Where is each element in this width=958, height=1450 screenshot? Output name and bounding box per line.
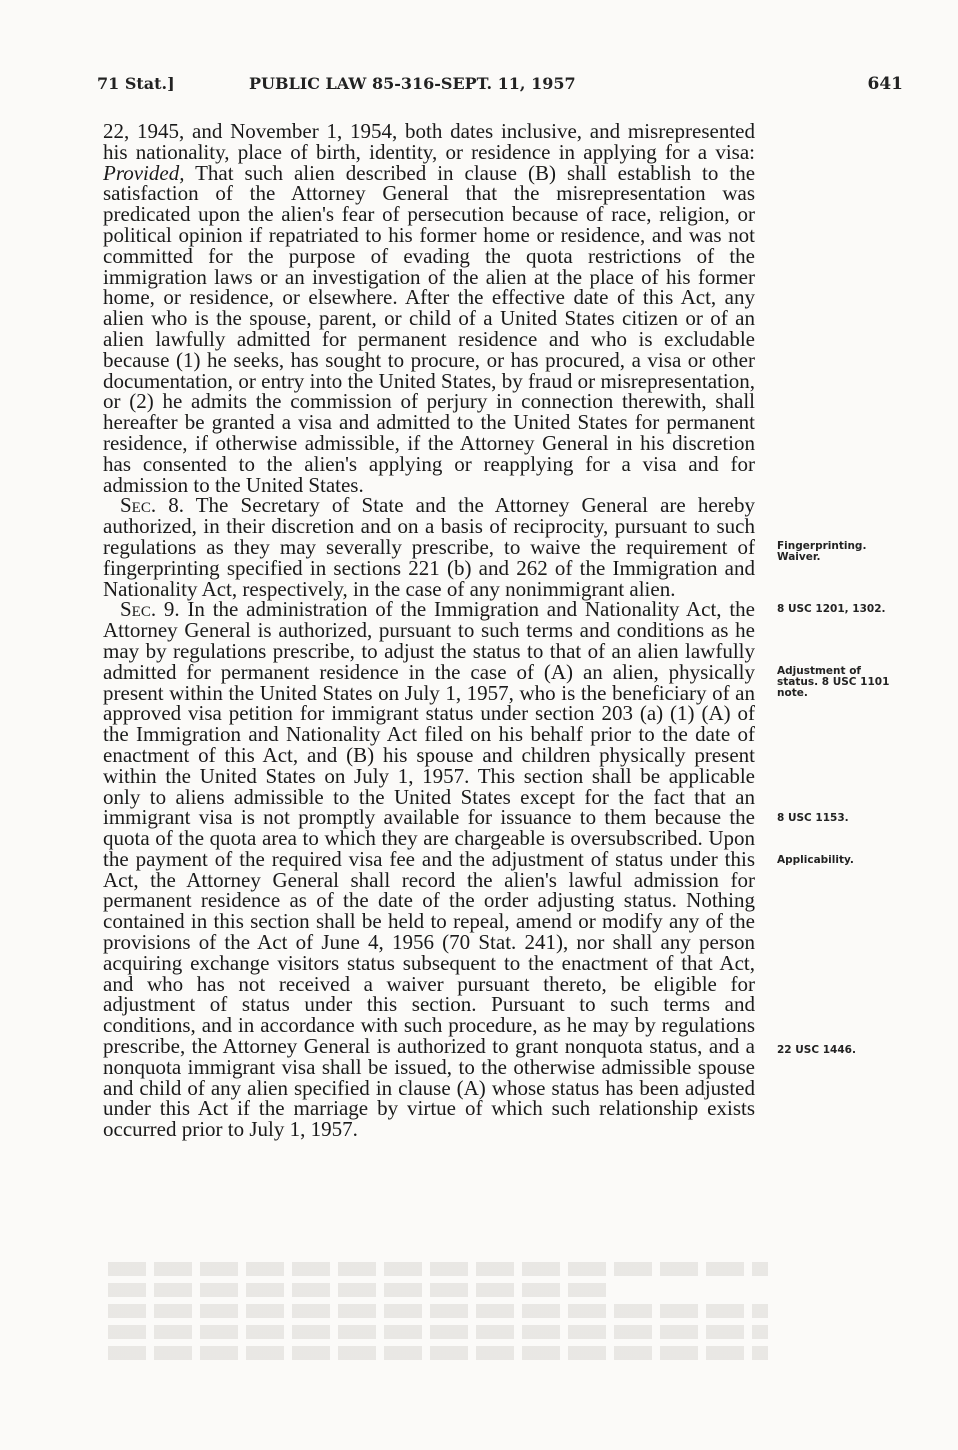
margin-note-citation: 8 USC 1153. bbox=[777, 812, 849, 824]
margin-note-applicability: Applicability. bbox=[777, 854, 854, 866]
margin-note-adjustment: Adjustment of status. 8 USC 1101 note. bbox=[777, 665, 890, 699]
running-header bbox=[97, 74, 903, 100]
section-8-label: Sec. 8. bbox=[120, 493, 184, 518]
paragraph-continued: 22, 1945, and November 1, 1954, both dates inclusive, and misrepresented his nationality, place of birth, identity, or residence in applying for a visa: Provided, That such alien described in clause (B) shall establish to the satisfaction of the Attorney General that the misrepresentation was predicated upon the alien's fear of persecution because of race, religion, or political opinion if repatriated to his former home or residence, and was not committed for the purpose of evading the quota restrictions of the immigration laws or an investigation of the alien at the place of his former home, or residence, or elsewhere. After the effective date of this Act, any alien who is the spouse, parent, or child of a United States citizen or of an alien lawfully admitted for permanent residence and who is excludable because (1) he seeks, has sought to procure, or has procured, a visa or other documentation, or entry into the United States, by fraud or misrepresentation, or (2) he admits the commission of perjury in connection therewith, shall hereafter be granted a visa and admitted to the United States for permanent residence, if otherwise admissible, if the Attorney General in his discretion has consented to the alien's applying or reapplying for a visa and for admission to the United States. bbox=[103, 119, 756, 497]
bleed-through bbox=[780, 128, 900, 188]
body-text bbox=[103, 121, 755, 1140]
bleed-through bbox=[108, 1283, 608, 1297]
margin-note-fingerprinting: Fingerprinting. Waiver. bbox=[777, 540, 867, 563]
law-title: PUBLIC LAW 85-316-SEPT. 11, 1957 bbox=[249, 74, 576, 93]
section-8: Sec. 8. The Secretary of State and the Attorney General are hereby authorized, in their discretion and on a basis of reciprocity, pursuant to such regulations as they may severally prescribe, to waive the requirement of fingerprinting specified in sections 221 (b) and 262 of the Immigration and Nationality Act, respectively, in the case of any nonimmigrant alien. bbox=[103, 493, 755, 601]
page-number: 641 bbox=[867, 74, 903, 94]
provided-clause: Provided, bbox=[103, 160, 185, 185]
section-9-label: Sec. 9. bbox=[120, 597, 180, 622]
bleed-through bbox=[108, 1346, 768, 1360]
margin-note-citation: 22 USC 1446. bbox=[777, 1044, 856, 1056]
bleed-through bbox=[108, 1304, 768, 1318]
margin-note-citation: 8 USC 1201, 1302. bbox=[777, 603, 886, 615]
statute-volume: 71 Stat.] bbox=[97, 74, 175, 93]
bleed-through bbox=[108, 1325, 768, 1339]
bleed-through bbox=[108, 1262, 768, 1276]
section-9: Sec. 9. In the administration of the Immigration and Nationality Act, the Attorney General is authorized, pursuant to such terms and conditions as he may by regulations prescribe, to adjust the status to that of an alien lawfully admitted for permanent residence in the case of (A) an alien, physically present within the United States on July 1, 1957, who is the beneficiary of an approved visa petition for immigrant status under section 203 (a) (1) (A) of the Immigration and Nationality Act filed on his behalf prior to the date of enactment of this Act, and (B) his spouse and children physically present within the United States on July 1, 1957. This section shall be applicable only to aliens admissible to the United States except for the fact that an immigrant visa is not promptly available for issuance to them because the quota of the quota area to which they are chargeable is oversubscribed. Upon the payment of the required visa fee and the adjustment of status under this Act, the Attorney General shall record the alien's lawful admission for permanent residence as of the date of the order adjusting status. Nothing contained in this section shall be held to repeal, amend or modify any of the provisions of the Act of June 4, 1956 (70 Stat. 241), nor shall any person acquiring exchange visitors status subsequent to the enactment of that Act, and who has not received a waiver pursuant thereto, be eligible for adjustment of status under this section. Pursuant to such terms and conditions, and in accordance with such procedure, as he may by regulations prescribe, the Attorney General is authorized to grant nonquota status, and a nonquota immigrant visa shall be issued, to the otherwise admissible spouse and child of any alien specified in clause (A) whose status has been adjusted under this Act if the marriage by virtue of which such relationship exists occurred prior to July 1, 1957. bbox=[103, 597, 755, 1142]
